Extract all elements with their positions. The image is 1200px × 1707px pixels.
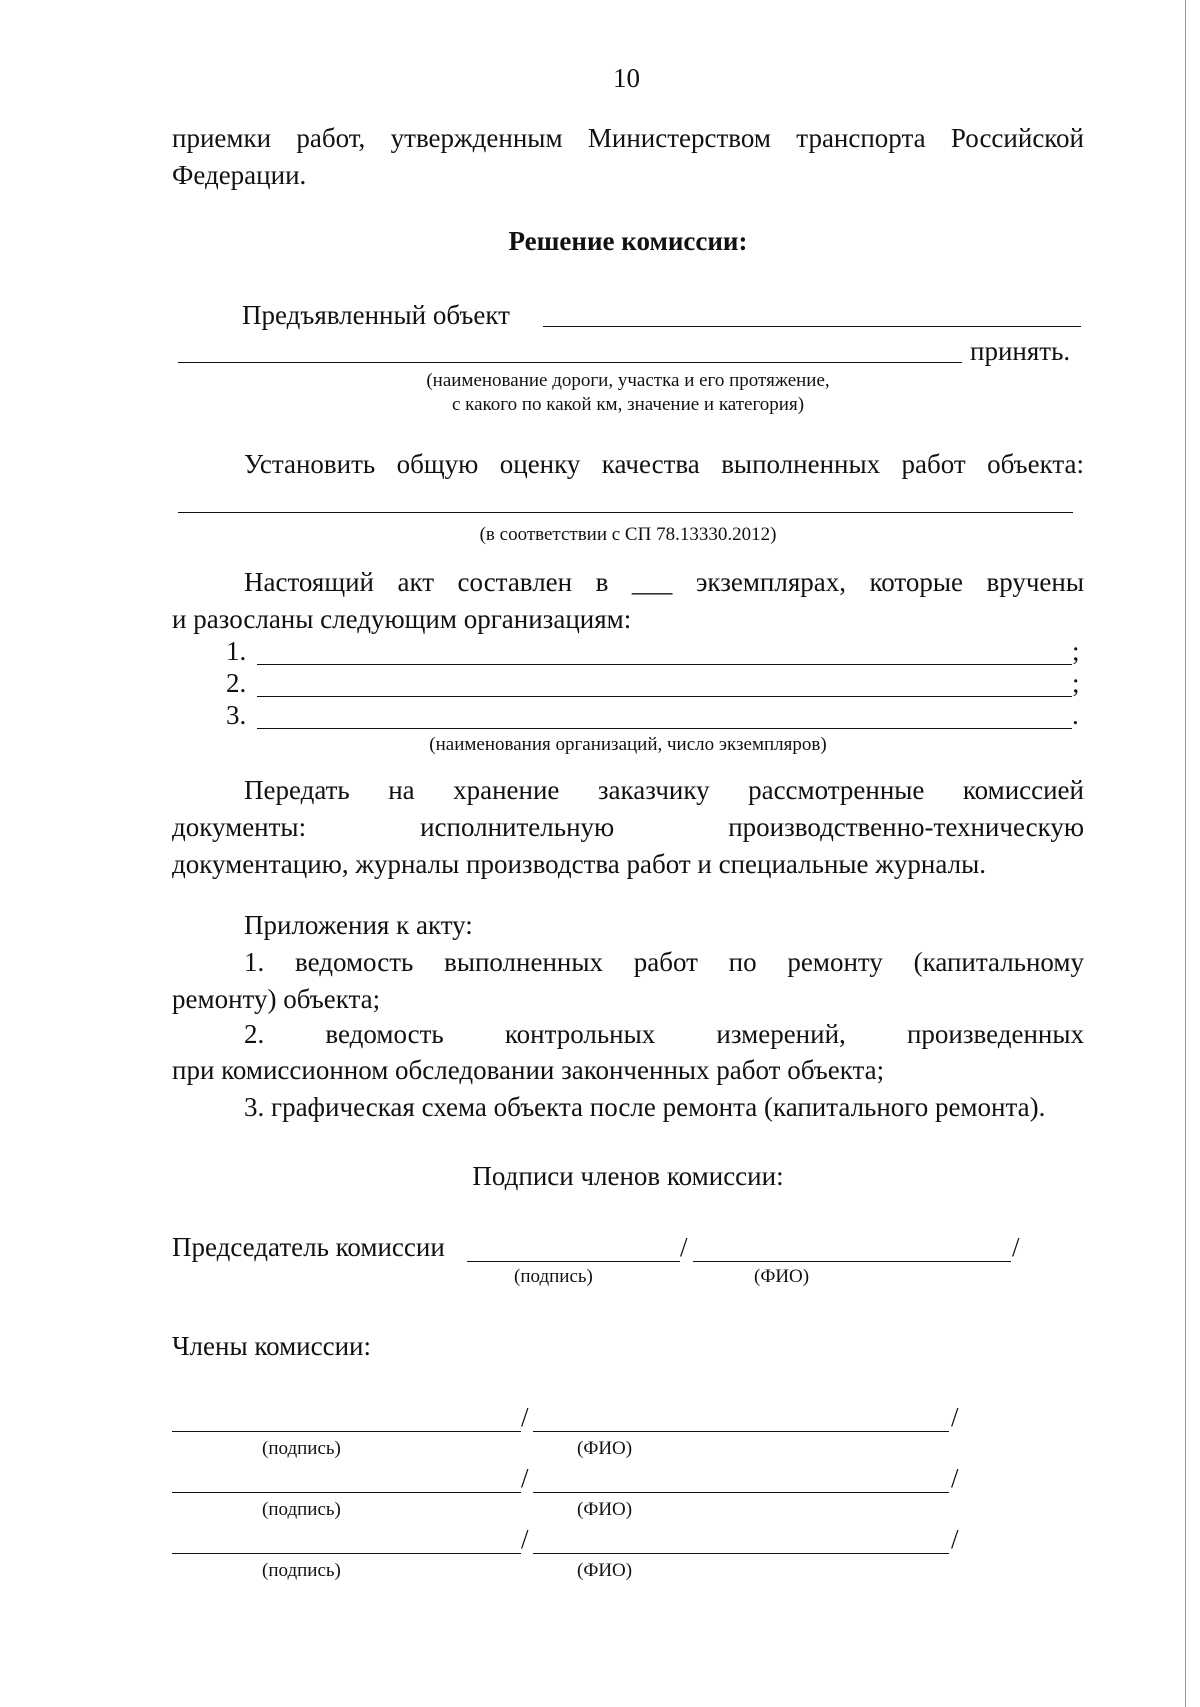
quality-hint: (в соответствии с СП 78.13330.2012): [479, 524, 777, 545]
chairman-label: Председатель комиссии: [172, 1232, 445, 1262]
storage-line-3: документацию, журналы производства работ и специальные журналы.: [172, 849, 986, 879]
member-2-name-blank[interactable]: [533, 1492, 949, 1493]
chairman-name-blank[interactable]: [693, 1261, 1011, 1262]
storage-line-1: Передать на хранение заказчику рассмотренные комиссией: [244, 775, 1084, 805]
org-item-1-num: 1.: [226, 636, 247, 666]
quality-label: Установить общую оценку качества выполненных работ объекта:: [244, 449, 1084, 479]
org-item-3-num: 3.: [226, 700, 247, 730]
copies-line-1: Настоящий акт составлен в ___ экземплярах, которые вручены: [244, 567, 1084, 597]
accept-word: принять.: [970, 336, 1071, 366]
chairman-slash-2: /: [1012, 1232, 1020, 1262]
member-3-slash-1: /: [521, 1524, 529, 1554]
member-1-name-blank[interactable]: [533, 1431, 949, 1432]
chairman-sign-hint: (подпись): [514, 1266, 593, 1287]
member-3-name-blank[interactable]: [533, 1553, 949, 1554]
chairman-slash-1: /: [680, 1232, 688, 1262]
intro-line-2: Федерации.: [172, 160, 307, 190]
appendices-heading: Приложения к акту:: [244, 910, 473, 940]
chairman-signature-blank[interactable]: [467, 1261, 680, 1262]
member-3-signature-blank[interactable]: [172, 1553, 521, 1554]
org-item-3-blank[interactable]: [257, 728, 1072, 729]
object-name-blank-1[interactable]: [543, 326, 1081, 327]
org-item-2-num: 2.: [226, 668, 247, 698]
object-label: Предъявленный объект: [242, 300, 510, 330]
member-2-name-hint: (ФИО): [577, 1499, 633, 1520]
member-1-name-hint: (ФИО): [577, 1438, 633, 1459]
decision-heading: Решение комиссии:: [508, 226, 748, 256]
member-2-slash-1: /: [521, 1463, 529, 1493]
member-1-slash-2: /: [951, 1402, 959, 1432]
org-hint: (наименования организаций, число экземпляров): [429, 734, 827, 755]
member-1-signature-blank[interactable]: [172, 1431, 521, 1432]
object-name-blank-2[interactable]: [178, 362, 962, 363]
members-label: Члены комиссии:: [172, 1331, 371, 1361]
org-item-1-end: ;: [1072, 636, 1080, 666]
appendix-2-line-a: 2. ведомость контрольных измерений, произведенных: [244, 1019, 1084, 1049]
appendix-2-line-b: при комиссионном обследовании законченных работ объекта;: [172, 1055, 885, 1085]
member-2-sign-hint: (подпись): [262, 1499, 341, 1520]
org-item-2-blank[interactable]: [257, 696, 1072, 697]
chairman-name-hint: (ФИО): [754, 1266, 810, 1287]
object-hint-2: с какого по какой км, значение и категория): [451, 394, 805, 415]
object-hint-1: (наименование дороги, участка и его протяжение,: [426, 370, 830, 391]
member-3-slash-2: /: [951, 1524, 959, 1554]
storage-line-2: документы: исполнительную производственно-техническую: [172, 812, 1084, 842]
page-number: 10: [613, 63, 640, 93]
member-3-sign-hint: (подпись): [262, 1560, 341, 1581]
member-3-name-hint: (ФИО): [577, 1560, 633, 1581]
member-1-slash-1: /: [521, 1402, 529, 1432]
copies-line-2: и разосланы следующим организациям:: [172, 604, 632, 634]
member-1-sign-hint: (подпись): [262, 1438, 341, 1459]
intro-line-1: приемки работ, утвержденным Министерством транспорта Российской: [172, 123, 1084, 153]
signatures-heading: Подписи членов комиссии:: [472, 1161, 784, 1191]
org-item-1-blank[interactable]: [257, 664, 1072, 665]
appendix-1-line-a: 1. ведомость выполненных работ по ремонту (капитальному: [244, 947, 1084, 977]
appendix-1-line-b: ремонту) объекта;: [172, 984, 381, 1014]
quality-blank[interactable]: [178, 512, 1073, 513]
member-2-signature-blank[interactable]: [172, 1492, 521, 1493]
appendix-3: 3. графическая схема объекта после ремонта (капитального ремонта).: [244, 1092, 1046, 1122]
member-2-slash-2: /: [951, 1463, 959, 1493]
org-item-2-end: ;: [1072, 668, 1080, 698]
org-item-3-end: .: [1072, 700, 1079, 730]
